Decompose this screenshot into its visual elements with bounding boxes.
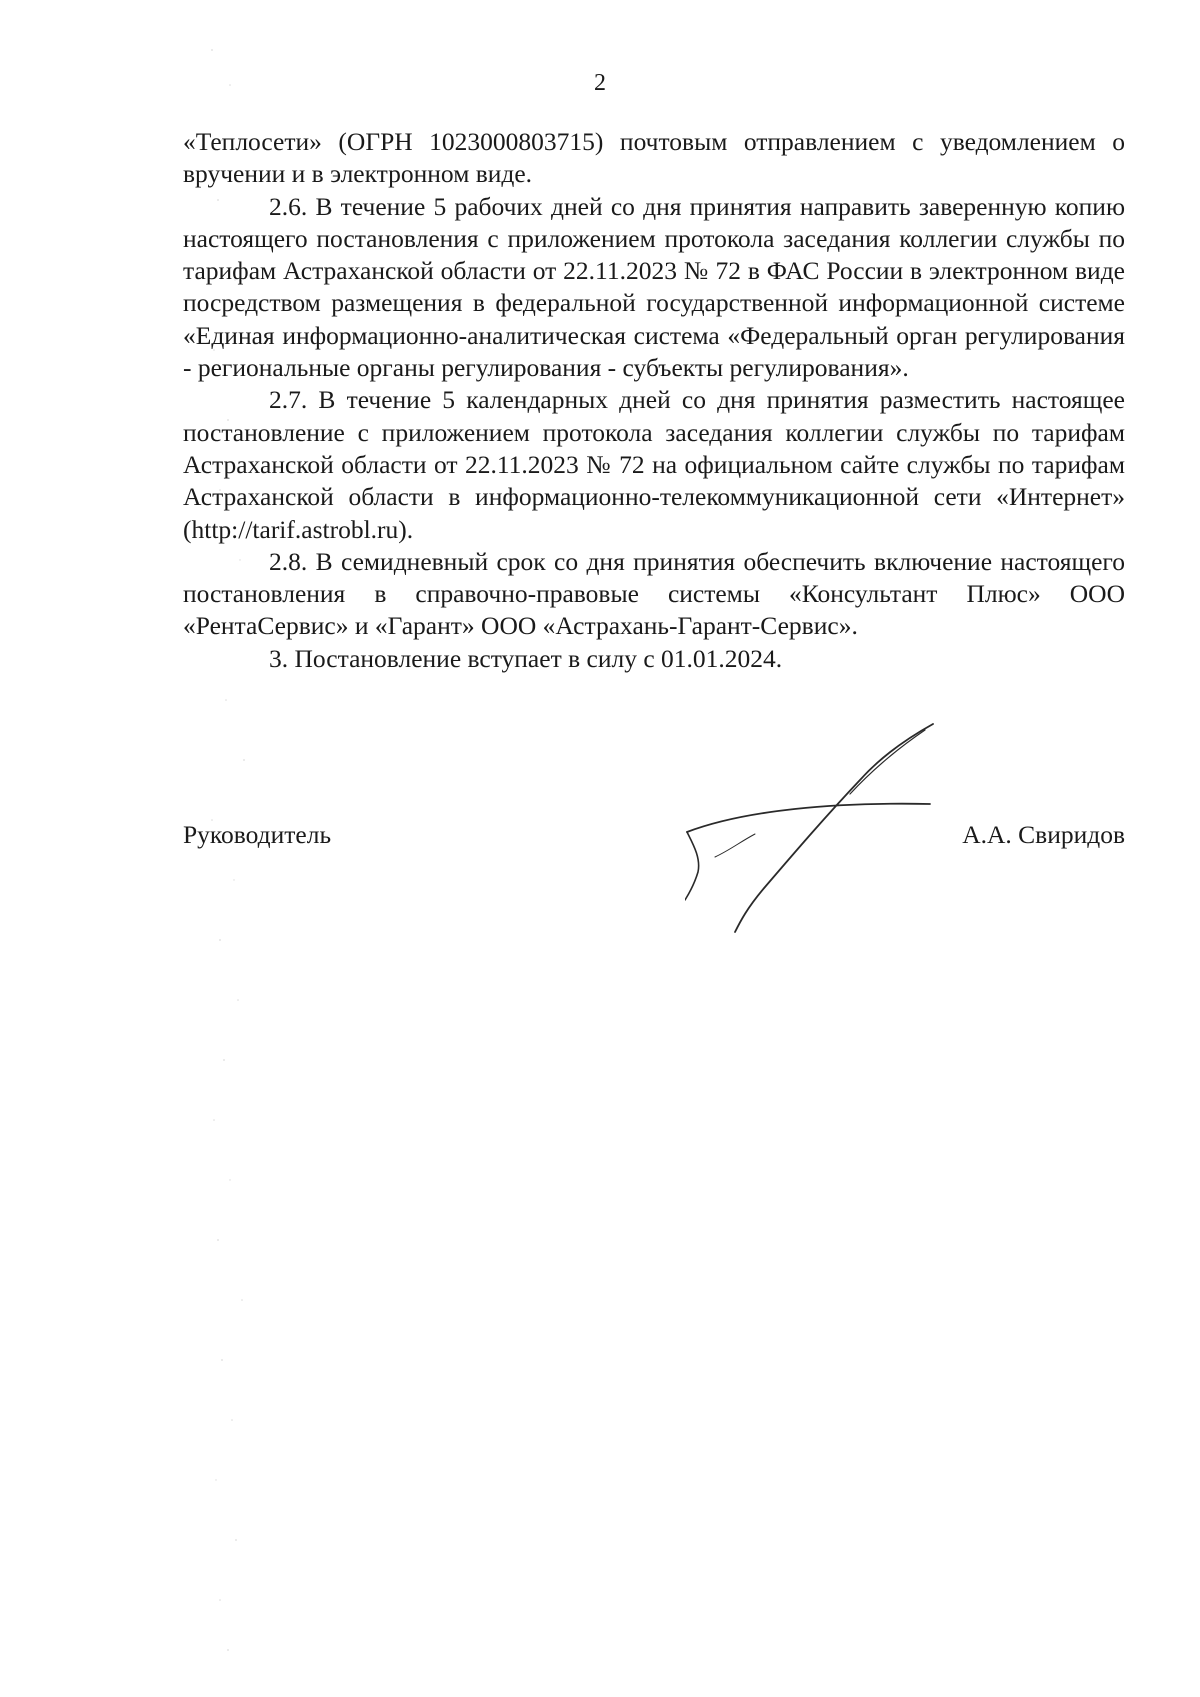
handwritten-signature bbox=[685, 722, 945, 937]
signatory-name: А.А. Свиридов bbox=[962, 820, 1125, 849]
paragraph-continuation: «Теплосети» (ОГРН 1023000803715) почтовым отправлением с уведомлением о вручении и в электронном виде. bbox=[183, 127, 1125, 189]
paragraph-2-8: 2.8. В семидневный срок со дня принятия обеспечить включение настоящего постановления в справочно-правовые системы «Консультант Плюс» ООО «РентаСервис» и «Гарант» ООО «Астрахань-Гарант-Сервис». bbox=[183, 546, 1125, 641]
paragraph-2-6: 2.6. В течение 5 рабочих дней со дня принятия направить заверенную копию настоящего постановления с приложением протокола заседания коллегии службы по тарифам Астраханской области от 22.11.2023 № 72 в ФАС России в электронном виде посредством размещения в федеральной государственной информационной системе «Единая информационно-аналитическая система «Федеральный орган регулирования - региональные органы регулирования - субъекты регулирования». bbox=[183, 191, 1125, 383]
document-body bbox=[183, 126, 1125, 675]
paragraph-3: 3. Постановление вступает в силу с 01.01.2024. bbox=[269, 643, 783, 673]
page-number: 2 bbox=[594, 70, 606, 96]
paragraph-2-7: 2.7. В течение 5 календарных дней со дня принятия разместить настоящее постановление с приложением протокола заседания коллегии службы по тарифам Астраханской области от 22.11.2023 № 72 на официальном сайте службы по тарифам Астраханской области в информационно-телекоммуникационной сети «Интернет» (http://tarif.astrobl.ru). bbox=[183, 385, 1125, 544]
signatory-title: Руководитель bbox=[183, 820, 332, 849]
